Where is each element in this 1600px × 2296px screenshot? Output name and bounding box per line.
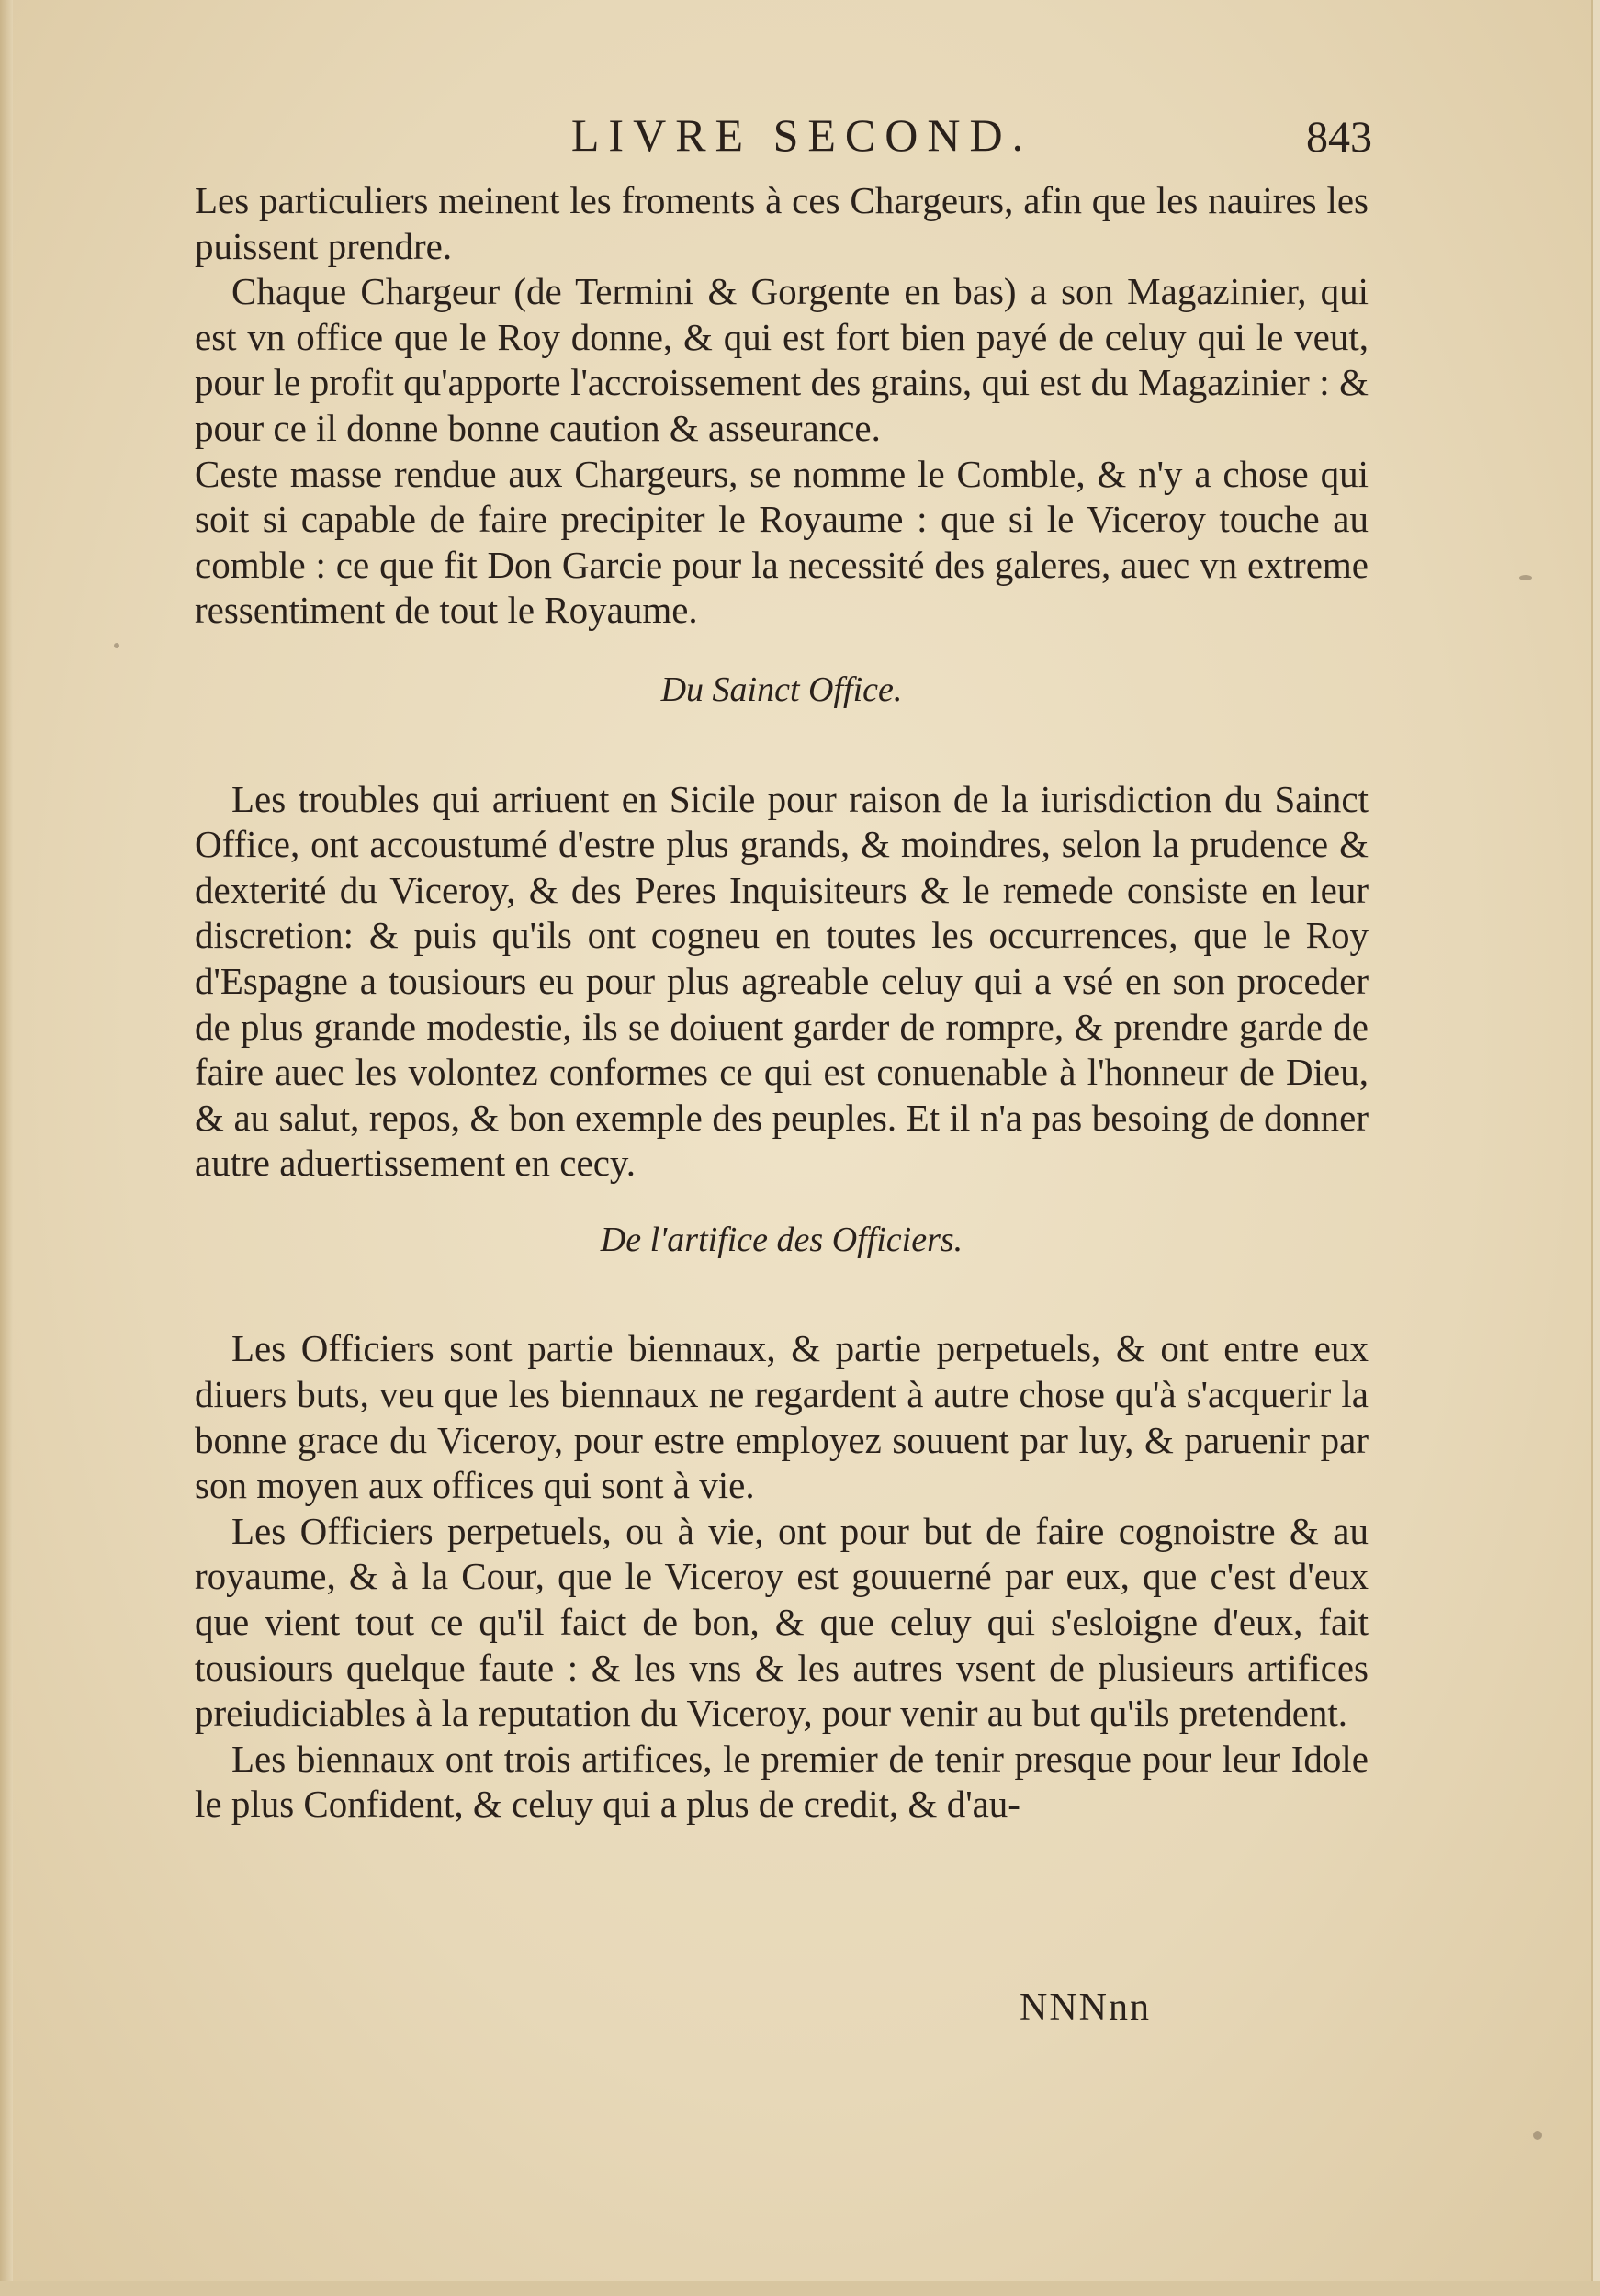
main-text: [195, 178, 1369, 1828]
paragraph-magazinier: Chaque Chargeur (de Termini & Gorgente en bas) a son Magazinier, qui est vn office que le Roy donne, & qui est fort bien payé de celuy qui le veut, pour le profit qu'apporte l'accroissement des grains, qui est du Magazinier : & pour ce il donne bonne caution & asseurance.: [195, 270, 1369, 449]
running-title: LIVRE SECOND.: [570, 109, 1033, 161]
paragraph-comble: Ceste masse rendue aux Chargeurs, se nomme le Comble, & n'y a chose qui soit si capable de faire precipiter le Royaume : que si le Viceroy touche au comble : ce que fit Don Garcie pour la necessité des galeres, auec vn extreme ressentiment de tout le Royaume.: [195, 452, 1369, 632]
signature-mark: NNNnn: [1020, 1986, 1151, 2029]
paragraph-chargeurs: Les particuliers meinent les froments à ces Chargeurs, afin que les nauires les puissent prendre.: [195, 179, 1369, 267]
paragraph-officiers-biennaux: Les Officiers sont partie biennaux, & partie perpetuels, & ont entre eux diuers buts, veu que les biennaux ne regardent à autre chose qu'à s'acquerir la bonne grace du Viceroy, pour estre employez souuent par luy, & paruenir par son moyen aux offices qui sont à vie.: [195, 1327, 1369, 1507]
paper-speck: [1533, 2131, 1542, 2140]
paragraph-officiers-perpetuels: Les Officiers perpetuels, ou à vie, ont pour but de faire cognoistre & au royaume, & à la Cour, que le Viceroy est gouuerné par eux, que c'est d'eux que vient tout ce qu'il faict de bon, & que celuy qui s'esloigne d'eux, fait tousiours quelque faute : & les vns & les autres vsent de plusieurs artifices preiudiciables à la reputation du Viceroy, pour venir au but qu'ils pretendent.: [195, 1509, 1369, 1735]
section-heading-artifice-officiers: De l'artifice des Officiers.: [600, 1220, 963, 1259]
paragraph-trois-artifices: Les biennaux ont trois artifices, le premier de tenir presque pour leur Idole le plus Confident, & celuy qui a plus de credit, & d'au-: [195, 1737, 1369, 1826]
paper-speck: [114, 643, 119, 648]
section-heading-sainct-office: Du Sainct Office.: [660, 670, 903, 709]
paragraph-sainct-office: Les troubles qui arriuent en Sicile pour raison de la iurisdiction du Sainct Office, ont accoustumé d'estre plus grands, & moindres, selon la prudence & dexterité du Viceroy, & des Peres Inquisiteurs & le remede consiste en leur discretion: & puis qu'ils ont cogneu en toutes les occurrences, que le Roy d'Espagne a tousiours eu pour plus agreable celuy qui a vsé en son proceder de plus grande modestie, ils se doiuent garder de rompre, & prendre garde de faire auec les volontez conformes ce qui est conuenable à l'honneur de Dieu, & au salut, repos, & bon exemple des peuples. Et il n'a pas besoing de donner autre aduertissement en cecy.: [195, 777, 1369, 1185]
page-number: 843: [1306, 113, 1372, 162]
page-header: [13, 108, 1591, 173]
book-page: [13, 0, 1593, 2281]
page-left-edge: [0, 0, 13, 2296]
paper-speck: [1519, 575, 1532, 580]
page-bottom-edge: [0, 2281, 1600, 2296]
